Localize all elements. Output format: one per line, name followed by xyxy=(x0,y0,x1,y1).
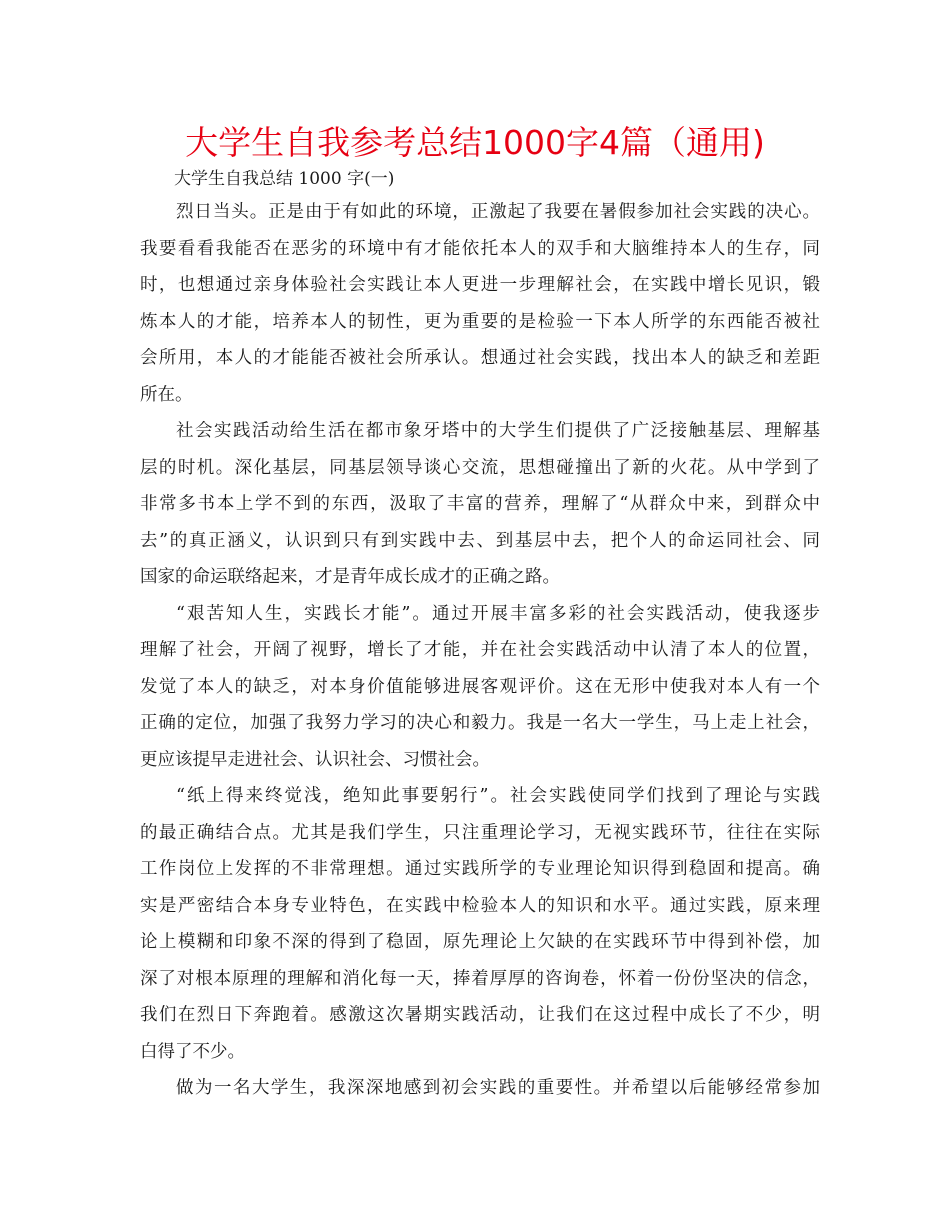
text-line: 的最正确结合点。尤其是我们学生，只注重理论学习，无视实践环节，往往在实际 xyxy=(140,822,820,843)
text-line: 正确的定位，加强了我努力学习的决心和毅力。我是一名大一学生，马上走上社会， xyxy=(140,713,820,733)
paragraph xyxy=(140,194,820,413)
text-line: “艰苦知人生，实践长才能”。通过开展丰富多彩的社会实践活动，使我逐步 xyxy=(176,603,820,624)
text-line: 做为一名大学生，我深深地感到初会实践的重要性。并希望以后能够经常参加 xyxy=(176,1078,820,1098)
text-line: 论上模糊和印象不深的得到了稳固，原先理论上欠缺的在实践环节中得到补偿，加 xyxy=(140,932,820,952)
text-line: 层的时机。深化基层，同基层领导谈心交流，思想碰撞出了新的火花。从中学到了 xyxy=(140,457,820,478)
text-line: 更应该提早走进社会、认识社会、习惯社会。 xyxy=(140,749,490,770)
paragraph xyxy=(140,596,820,779)
text-line: 理解了社会，开阔了视野，增长了才能，并在社会实践活动中认清了本人的位置， xyxy=(140,640,820,660)
text-line: 发觉了本人的缺乏，对本身价值能够进展客观评价。这在无形中使我对本人有一个 xyxy=(140,676,820,697)
paragraph xyxy=(140,1070,820,1107)
text-line: 所在。 xyxy=(140,384,193,405)
text-line: 去”的真正涵义，认识到只有到实践中去、到基层中去，把个人的命运同社会、同 xyxy=(140,530,820,551)
document-body xyxy=(140,194,820,1107)
text-line: 工作岗位上发挥的不非常理想。通过实践所学的专业理论知识得到稳固和提高。确 xyxy=(140,859,820,879)
text-line: 国家的命运联络起来，才是青年成长成才的正确之路。 xyxy=(140,567,560,587)
text-line: 我们在烈日下奔跑着。感激这次暑期实践活动，让我们在这过程中成长了不少，明 xyxy=(140,1005,820,1025)
text-line: 实是严密结合本身专业特色，在实践中检验本人的知识和水平。通过实践，原来理 xyxy=(140,895,820,916)
document-subtitle: 大学生自我总结 1000 字(一) xyxy=(174,169,395,189)
paragraph xyxy=(140,778,820,1070)
text-line: 非常多书本上学不到的东西，汲取了丰富的营养，理解了“从群众中来，到群众中 xyxy=(140,494,820,514)
text-line: 烈日当头。正是由于有如此的环境，正激起了我要在暑假参加社会实践的决心。 xyxy=(176,202,820,222)
text-line: 白得了不少。 xyxy=(140,1041,245,1062)
text-line: 炼本人的才能，培养本人的韧性，更为重要的是检验一下本人所学的东西能否被社 xyxy=(140,311,820,332)
text-line: 我要看看我能否在恶劣的环境中有才能依托本人的双手和大脑维持本人的生存，同 xyxy=(140,238,820,259)
paragraph xyxy=(140,413,820,596)
text-line: 深了对根本原理的理解和消化每一天，捧着厚厚的咨询卷，怀着一份份坚决的信念， xyxy=(140,968,820,989)
text-line: 会所用，本人的才能能否被社会所承认。想通过社会实践，找出本人的缺乏和差距 xyxy=(140,348,820,368)
text-line: 社会实践活动给生活在都市象牙塔中的大学生们提供了广泛接触基层、理解基 xyxy=(176,421,820,441)
document-title: 大学生自我参考总结1000字4篇（通用) xyxy=(185,123,765,162)
text-line: “纸上得来终觉浅，绝知此事要躬行”。社会实践使同学们找到了理论与实践 xyxy=(176,786,820,806)
text-line: 时，也想通过亲身体验社会实践让本人更进一步理解社会，在实践中增长见识，锻 xyxy=(140,275,820,295)
